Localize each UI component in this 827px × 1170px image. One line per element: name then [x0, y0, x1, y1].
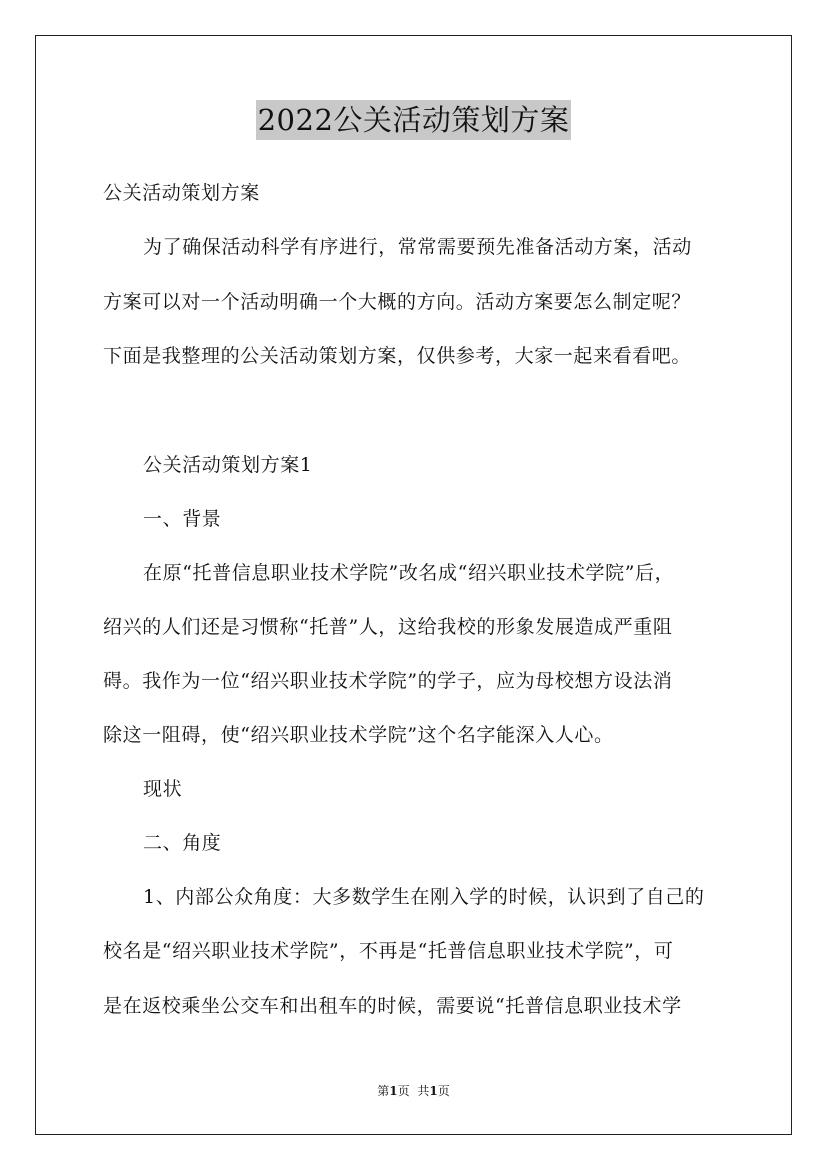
total-pages: 1	[429, 1084, 438, 1098]
section-heading: 公关活动策划方案1	[143, 454, 313, 476]
total-suffix: 页	[437, 1084, 450, 1098]
paragraph-line: 是在返校乘坐公交车和出租车的时候，需要说“托普信息职业技术学	[103, 995, 682, 1017]
paragraph-line: 除这一阻碍，使“绍兴职业技术学院”这个名字能深入人心。	[103, 724, 614, 746]
page-number: 1	[389, 1084, 398, 1098]
paragraph-line: 方案可以对一个活动明确一个大概的方向。活动方案要怎么制定呢？	[103, 291, 692, 313]
paragraph-line: 为了确保活动科学有序进行，常常需要预先准备活动方案，活动	[143, 236, 692, 258]
paragraph-line: 下面是我整理的公关活动策划方案，仅供参考，大家一起来看看吧。	[103, 345, 692, 367]
paragraph-line: 碍。我作为一位“绍兴职业技术学院”的学子，应为母校想方设法消	[103, 670, 673, 692]
title-container	[0, 100, 827, 140]
page-prefix: 第	[377, 1084, 390, 1098]
paragraph-line: 在原“托普信息职业技术学院”改名成“绍兴职业技术学院”后，	[143, 562, 675, 584]
paragraph-line: 1、内部公众角度：大多数学生在刚入学的时候，认识到了自己的	[143, 886, 705, 908]
section-heading: 现状	[143, 778, 183, 800]
section-heading: 二、角度	[143, 832, 222, 854]
total-prefix: 共	[417, 1084, 430, 1098]
paragraph-line: 绍兴的人们还是习惯称“托普”人，这给我校的形象发展造成严重阻	[103, 616, 673, 638]
page-footer	[0, 1083, 827, 1099]
section-heading: 一、背景	[143, 508, 222, 530]
document-title: 2022公关活动策划方案	[256, 100, 572, 140]
subtitle-line: 公关活动策划方案	[103, 182, 260, 204]
paragraph-line: 校名是“绍兴职业技术学院”，不再是“托普信息职业技术学院”，可	[103, 940, 674, 962]
page-suffix: 页	[397, 1084, 410, 1098]
